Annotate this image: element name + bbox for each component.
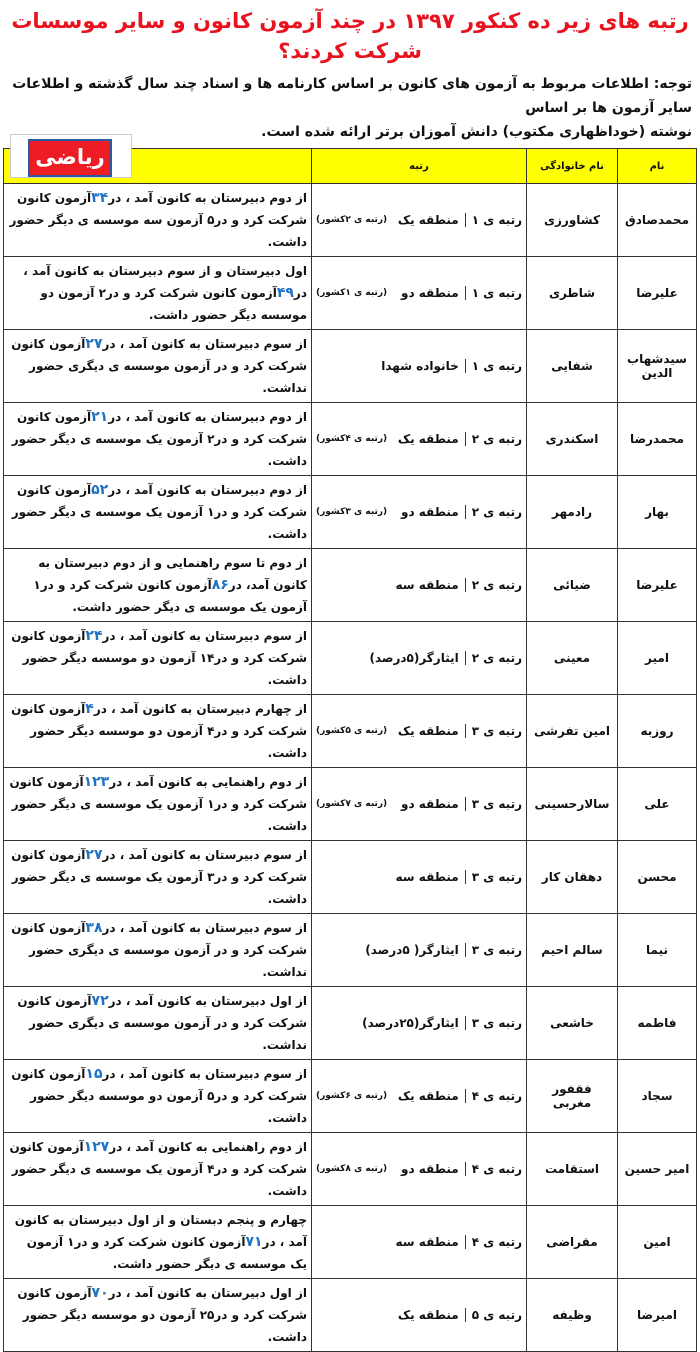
table-row <box>4 184 697 257</box>
region-rank: رتبه ی ۵ <box>465 1308 522 1322</box>
student-name: امیر <box>618 622 697 695</box>
student-family-name: سالارحسینی <box>527 768 618 841</box>
country-rank: (رتبه ی ۷کشور) <box>316 799 388 809</box>
region: منطقه دو <box>400 797 459 811</box>
description-post: آزمون کانون شرکت کرد و در آزمون موسسه ی دیگری حضور نداشت. <box>17 994 307 1052</box>
region-rank: رتبه ی ۲ <box>465 651 522 665</box>
rank-cell <box>312 403 527 476</box>
student-family-name: امین تفرشی <box>527 695 618 768</box>
region: منطقه یک <box>397 1089 459 1103</box>
student-name: سجاد <box>618 1060 697 1133</box>
region-rank: رتبه ی ۲ <box>465 432 522 446</box>
description-pre: از سوم دبیرستان به کانون آمد ، در <box>102 848 307 862</box>
region: ایثارگر(۵درصد) <box>369 651 459 665</box>
description-post: آزمون کانون شرکت کرد و در آزمون موسسه ی دیگری حضور نداشت. <box>11 337 307 395</box>
rank-cell <box>312 768 527 841</box>
description-pre: از سوم دبیرستان به کانون آمد ، در <box>102 629 307 643</box>
region: منطقه یک <box>397 432 459 446</box>
student-name: امیرضا <box>618 1279 697 1352</box>
description <box>4 549 312 622</box>
exam-count: ۲۷ <box>85 336 103 352</box>
rank-cell <box>312 476 527 549</box>
region-rank: رتبه ی ۴ <box>465 1162 522 1176</box>
student-name: روزبه <box>618 695 697 768</box>
description-post: آزمون کانون شرکت کرد و در۳ آزمون یک موسسه ی دیگر حضور داشت. <box>11 848 307 906</box>
description-post: آزمون کانون شرکت کرد و در۲۵ آزمون دو موسسه دیگر حضور داشت. <box>17 1286 307 1344</box>
description-pre: از سوم دبیرستان به کانون آمد ، در <box>102 921 307 935</box>
region: منطقه سه <box>395 870 459 884</box>
region: منطقه دو <box>400 1162 459 1176</box>
student-family-name: ضیائی <box>527 549 618 622</box>
exam-count: ۷۲ <box>91 993 109 1009</box>
student-family-name: وظیفه <box>527 1279 618 1352</box>
subject-badge-frame <box>10 134 132 178</box>
description <box>4 622 312 695</box>
description-post: آزمون کانون شرکت کرد و در۴ آزمون یک موسسه ی دیگر حضور داشت. <box>9 1140 307 1198</box>
student-family-name: سالم احیم <box>527 914 618 987</box>
rank-cell <box>312 695 527 768</box>
student-family-name: شاطری <box>527 257 618 330</box>
rank-cell <box>312 987 527 1060</box>
region-rank: رتبه ی ۳ <box>465 870 522 884</box>
rank-cell <box>312 184 527 257</box>
rank-cell <box>312 1206 527 1279</box>
rank-cell <box>312 841 527 914</box>
description <box>4 768 312 841</box>
description-pre: از سوم دبیرستان به کانون آمد ، در <box>102 1067 307 1081</box>
table-row <box>4 549 697 622</box>
exam-count: ۱۲۷ <box>83 1139 110 1155</box>
description <box>4 476 312 549</box>
description-pre: از سوم دبیرستان به کانون آمد ، در <box>102 337 307 351</box>
student-family-name: دهقان کار <box>527 841 618 914</box>
region: منطقه سه <box>395 578 459 592</box>
exam-count: ۸۶ <box>211 577 229 593</box>
student-name: امیر حسین <box>618 1133 697 1206</box>
header-name: نام <box>618 149 697 184</box>
description-pre: از اول دبیرستان به کانون آمد ، در <box>108 1286 307 1300</box>
description-post: آزمون کانون شرکت کرد و در آزمون موسسه ی دیگری حضور نداشت. <box>11 921 307 979</box>
student-family-name: فقفور مغربی <box>527 1060 618 1133</box>
description-post: آزمون کانون شرکت کرد و در۱۴ آزمون دو موسسه دیگر حضور داشت. <box>11 629 307 687</box>
student-family-name: خاشعی <box>527 987 618 1060</box>
student-name: امین <box>618 1206 697 1279</box>
region: خانواده شهدا <box>381 359 459 373</box>
description-pre: از اول دبیرستان به کانون آمد ، در <box>108 994 307 1008</box>
exam-count: ۵۲ <box>91 482 109 498</box>
region: منطقه یک <box>397 724 459 738</box>
exam-count: ۷۱ <box>245 1234 263 1250</box>
description <box>4 695 312 768</box>
student-name: محمدصادق <box>618 184 697 257</box>
table-row <box>4 257 697 330</box>
table-row <box>4 1060 697 1133</box>
region-rank: رتبه ی ۳ <box>465 1016 522 1030</box>
description <box>4 841 312 914</box>
region: منطقه سه <box>395 1235 459 1249</box>
description-pre: اول دبیرستان و از سوم دبیرستان به کانون آمد ، در <box>23 264 307 300</box>
region-rank: رتبه ی ۲ <box>465 578 522 592</box>
exam-count: ۲۴ <box>85 628 103 644</box>
header-rank: رتبه <box>312 149 527 184</box>
description-post: آزمون کانون شرکت کرد و در۴ آزمون دو موسسه دیگر حضور داشت. <box>11 702 307 760</box>
region: منطقه یک <box>397 1308 459 1322</box>
region: ایثارگر(۲۵درصد) <box>362 1016 459 1030</box>
table-container <box>3 145 697 1352</box>
note-line-2: نوشته (خوداظهاری مکتوب) دانش آموزان برتر ارائه شده است. <box>261 124 692 140</box>
region-rank: رتبه ی ۱ <box>465 359 522 373</box>
exam-count: ۲۷ <box>85 847 103 863</box>
country-rank: (رتبه ی ۸کشور) <box>316 1164 388 1174</box>
student-name: علیرضا <box>618 257 697 330</box>
table-row <box>4 914 697 987</box>
rank-cell <box>312 1133 527 1206</box>
region-rank: رتبه ی ۴ <box>465 1089 522 1103</box>
description-pre: چهارم و پنجم دبستان و از اول دبیرستان به کانون آمد ، در <box>14 1213 307 1249</box>
table-row <box>4 1279 697 1352</box>
rank-cell <box>312 549 527 622</box>
student-name: محمدرضا <box>618 403 697 476</box>
description-post: آزمون کانون شرکت کرد و در۱ آزمون یک موسسه ی دیگر حضور داشت. <box>33 578 307 614</box>
region-rank: رتبه ی ۲ <box>465 505 522 519</box>
country-rank: (رتبه ی ۵کشور) <box>316 726 388 736</box>
description-post: آزمون کانون شرکت کرد و در۵ آزمون دو موسسه دیگر حضور داشت. <box>11 1067 307 1125</box>
region-rank: رتبه ی ۱ <box>465 213 522 227</box>
table-row <box>4 622 697 695</box>
description <box>4 1133 312 1206</box>
description-post: آزمون کانون شرکت کرد و در۲ آزمون یک موسسه ی دیگر حضور داشت. <box>11 410 307 468</box>
table-row <box>4 695 697 768</box>
subject-badge: ریاضی <box>28 139 112 177</box>
description-post: آزمون کانون شرکت کرد و در۱ آزمون یک موسسه ی دیگر حضور داشت. <box>11 483 307 541</box>
region: منطقه دو <box>400 286 459 300</box>
description-pre: از دوم راهنمایی به کانون آمد ، در <box>109 775 307 789</box>
description-post: آزمون کانون شرکت کرد و در۵ آزمون سه موسسه ی دیگر حضور داشت. <box>9 191 307 249</box>
table-row <box>4 987 697 1060</box>
rank-cell <box>312 257 527 330</box>
country-rank: (رتبه ی ۳کشور) <box>316 507 388 517</box>
country-rank: (رتبه ی ۶کشور) <box>316 1091 388 1101</box>
country-rank: (رتبه ی ۲کشور) <box>316 215 388 225</box>
description-pre: از دوم دبیرستان به کانون آمد ، در <box>108 483 307 497</box>
student-name: فاطمه <box>618 987 697 1060</box>
student-name: نیما <box>618 914 697 987</box>
description <box>4 1060 312 1133</box>
header-family: نام خانوادگی <box>527 149 618 184</box>
student-name: علیرضا <box>618 549 697 622</box>
note-line-1: توجه: اطلاعات مربوط به آزمون های کانون بر اساس کارنامه ها و اسناد چند سال گذشته و اطلاعات سایر آزمون ها بر اساس <box>12 76 692 116</box>
region-rank: رتبه ی ۳ <box>465 943 522 957</box>
description-pre: از دوم دبیرستان به کانون آمد ، در <box>108 191 307 205</box>
description-pre: از دوم تا سوم راهنمایی و از دوم دبیرستان به کانون آمد، در <box>38 556 307 592</box>
region: منطقه دو <box>400 505 459 519</box>
ranks-table <box>3 148 697 1352</box>
table-row <box>4 476 697 549</box>
region-rank: رتبه ی ۳ <box>465 724 522 738</box>
table-row <box>4 768 697 841</box>
region: منطقه یک <box>397 213 459 227</box>
exam-count: ۱۵ <box>85 1066 103 1082</box>
table-row <box>4 841 697 914</box>
region-rank: رتبه ی ۴ <box>465 1235 522 1249</box>
description <box>4 403 312 476</box>
rank-cell <box>312 1279 527 1352</box>
table-row <box>4 403 697 476</box>
description <box>4 1279 312 1352</box>
page-title: رتبه های زیر ده کنکور ۱۳۹۷ در چند آزمون کانون و سایر موسسات شرکت کردند؟ <box>11 9 689 63</box>
country-rank: (رتبه ی ۴کشور) <box>316 434 388 444</box>
description <box>4 987 312 1060</box>
description-post: آزمون کانون شرکت کرد و در۱ آزمون یک موسسه ی دیگر حضور داشت. <box>26 1235 307 1271</box>
student-family-name: معینی <box>527 622 618 695</box>
description-post: آزمون کانون شرکت کرد و در۱ آزمون یک موسسه ی دیگر حضور داشت. <box>9 775 307 833</box>
region-rank: رتبه ی ۳ <box>465 797 522 811</box>
exam-count: ۷۰ <box>91 1285 109 1301</box>
country-rank: (رتبه ی ۱کشور) <box>316 288 388 298</box>
description <box>4 257 312 330</box>
rank-cell <box>312 1060 527 1133</box>
exam-count: ۳۸ <box>85 920 103 936</box>
region-rank: رتبه ی ۱ <box>465 286 522 300</box>
student-family-name: مقراضی <box>527 1206 618 1279</box>
rank-cell <box>312 914 527 987</box>
student-name: سیدشهاب الدین <box>618 330 697 403</box>
description-pre: از دوم راهنمایی به کانون آمد ، در <box>109 1140 307 1154</box>
rank-cell <box>312 330 527 403</box>
description-pre: از چهارم دبیرستان به کانون آمد ، در <box>93 702 307 716</box>
student-family-name: شفایی <box>527 330 618 403</box>
exam-count: ۴۹ <box>276 285 294 301</box>
student-family-name: رادمهر <box>527 476 618 549</box>
description <box>4 1206 312 1279</box>
table-row <box>4 330 697 403</box>
student-family-name: اسکندری <box>527 403 618 476</box>
exam-count: ۲۱ <box>91 409 109 425</box>
student-family-name: کشاورزی <box>527 184 618 257</box>
student-family-name: استقامت <box>527 1133 618 1206</box>
table-row <box>4 1206 697 1279</box>
student-name: علی <box>618 768 697 841</box>
exam-count: ۳۴ <box>91 190 109 206</box>
region: ایثارگر( ۵درصد) <box>365 943 459 957</box>
rank-cell <box>312 622 527 695</box>
table-row <box>4 1133 697 1206</box>
exam-count: ۱۲۳ <box>83 774 110 790</box>
description <box>4 914 312 987</box>
student-name: بهار <box>618 476 697 549</box>
description-post: آزمون کانون شرکت کرد و در۲ آزمون دو موسسه دیگر حضور داشت. <box>40 286 307 322</box>
student-name: محسن <box>618 841 697 914</box>
description-pre: از دوم دبیرستان به کانون آمد ، در <box>108 410 307 424</box>
description <box>4 330 312 403</box>
description <box>4 184 312 257</box>
exam-count: ۴ <box>85 701 94 717</box>
